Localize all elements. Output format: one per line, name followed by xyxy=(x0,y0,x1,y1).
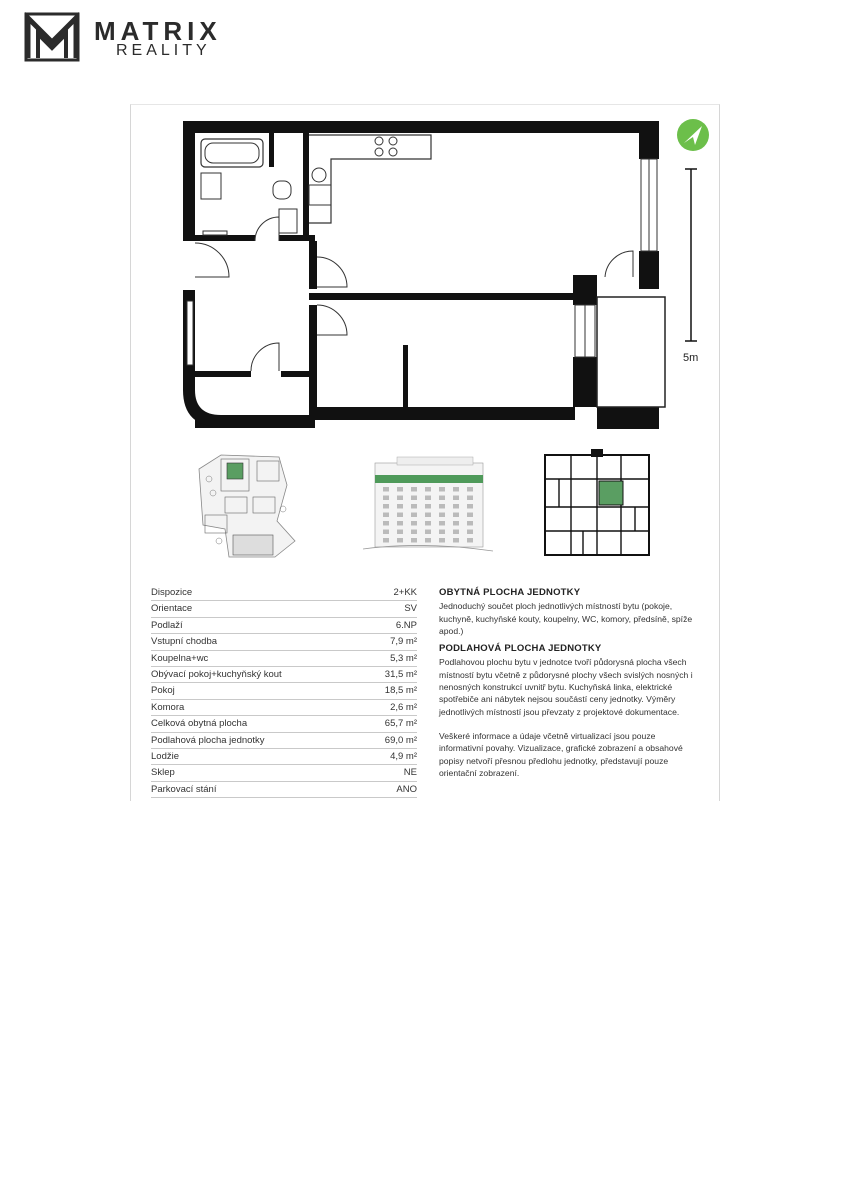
spec-value: 2+KK xyxy=(393,587,417,598)
spec-value: 69,0 m² xyxy=(384,734,417,746)
brand-name: MATRIX xyxy=(94,16,222,46)
scale-label: 5m xyxy=(683,352,699,364)
spec-value: 7,9 m² xyxy=(390,636,417,648)
notes-text-floor-area: Podlahovou plochu bytu v jednotce tvoří půdorysná plocha všech místností bytu včetně z půdorysné plochy všech svislých nosných i nenosných konstrukcí uvnitř bytu. Kuchyňská linka, elektrické spotřebiče ani nábytek nejsou součástí ceny jednotky. Výměry jednotlivých místností jsou převzaty z projektové dokumentace. xyxy=(439,657,693,717)
spec-label: Komora xyxy=(151,701,185,713)
site-plan-thumbnail xyxy=(191,449,301,561)
spec-row xyxy=(151,618,417,634)
spec-row xyxy=(151,782,417,798)
matrix-logo-icon xyxy=(24,12,80,62)
spec-row xyxy=(151,667,417,683)
spec-label: Orientace xyxy=(151,603,193,615)
spec-label: Pokoj xyxy=(151,685,175,697)
notes-text-disclaimer: Veškeré informace a údaje včetně virtualizací jsou pouze informativní povahy. Vizualizace, grafické zobrazení a obsahové popisy netvoří přesnou předlohu jednotky, představují pouze orientační zobrazení. xyxy=(439,730,683,778)
spec-value: 18,5 m² xyxy=(384,685,417,697)
spec-row xyxy=(151,601,417,617)
spec-label: Lodžie xyxy=(151,750,179,762)
brand-logo xyxy=(24,12,234,64)
spec-value: 5,3 m² xyxy=(390,652,417,664)
floor-plan-sheet xyxy=(130,104,720,801)
notes-text-residential-area: Jednoduchý součet ploch jednotlivých místností bytu (pokoje, kuchyně, kuchyňské kouty, koupelny, WC, komory, předsíně, spíže apod.) xyxy=(439,601,693,636)
notes-section xyxy=(439,587,701,785)
spec-value: NE xyxy=(403,767,417,779)
spec-value: 31,5 m² xyxy=(384,668,417,680)
building-floor-plan-thumbnail xyxy=(541,449,653,561)
spec-row xyxy=(151,585,417,601)
spec-row xyxy=(151,700,417,716)
spec-label: Sklep xyxy=(151,767,175,779)
spec-value: ANO xyxy=(396,783,417,795)
spec-label: Podlaží xyxy=(151,619,183,631)
spec-label: Vstupní chodba xyxy=(151,636,218,648)
spec-row xyxy=(151,683,417,699)
brand-subtitle: REALITY xyxy=(116,42,211,59)
spec-label: Koupelna+wc xyxy=(151,652,209,664)
spec-row xyxy=(151,651,417,667)
spec-label: Obývací pokoj+kuchyňský kout xyxy=(151,668,282,680)
spec-label: Parkovací stání xyxy=(151,783,217,795)
spec-label: Dispozice xyxy=(151,587,193,598)
apartment-floor-plan xyxy=(131,105,719,445)
notes-heading-residential-area: OBYTNÁ PLOCHA JEDNOTKY xyxy=(439,587,581,598)
spec-row xyxy=(151,765,417,781)
spec-value: 65,7 m² xyxy=(384,718,417,730)
spec-row xyxy=(151,716,417,732)
spec-value: 4,9 m² xyxy=(390,750,417,762)
spec-row xyxy=(151,634,417,650)
building-elevation-thumbnail xyxy=(363,449,493,561)
compass-icon xyxy=(677,119,709,151)
spec-label: Podlahová plocha jednotky xyxy=(151,734,265,746)
spec-row xyxy=(151,749,417,765)
spec-value: SV xyxy=(404,603,417,615)
specs-table xyxy=(151,585,417,798)
spec-value: 6.NP xyxy=(395,619,417,631)
spec-row xyxy=(151,733,417,749)
spec-value: 2,6 m² xyxy=(390,701,417,713)
spec-label: Celková obytná plocha xyxy=(151,718,248,730)
notes-heading-floor-area: PODLAHOVÁ PLOCHA JEDNOTKY xyxy=(439,643,602,655)
